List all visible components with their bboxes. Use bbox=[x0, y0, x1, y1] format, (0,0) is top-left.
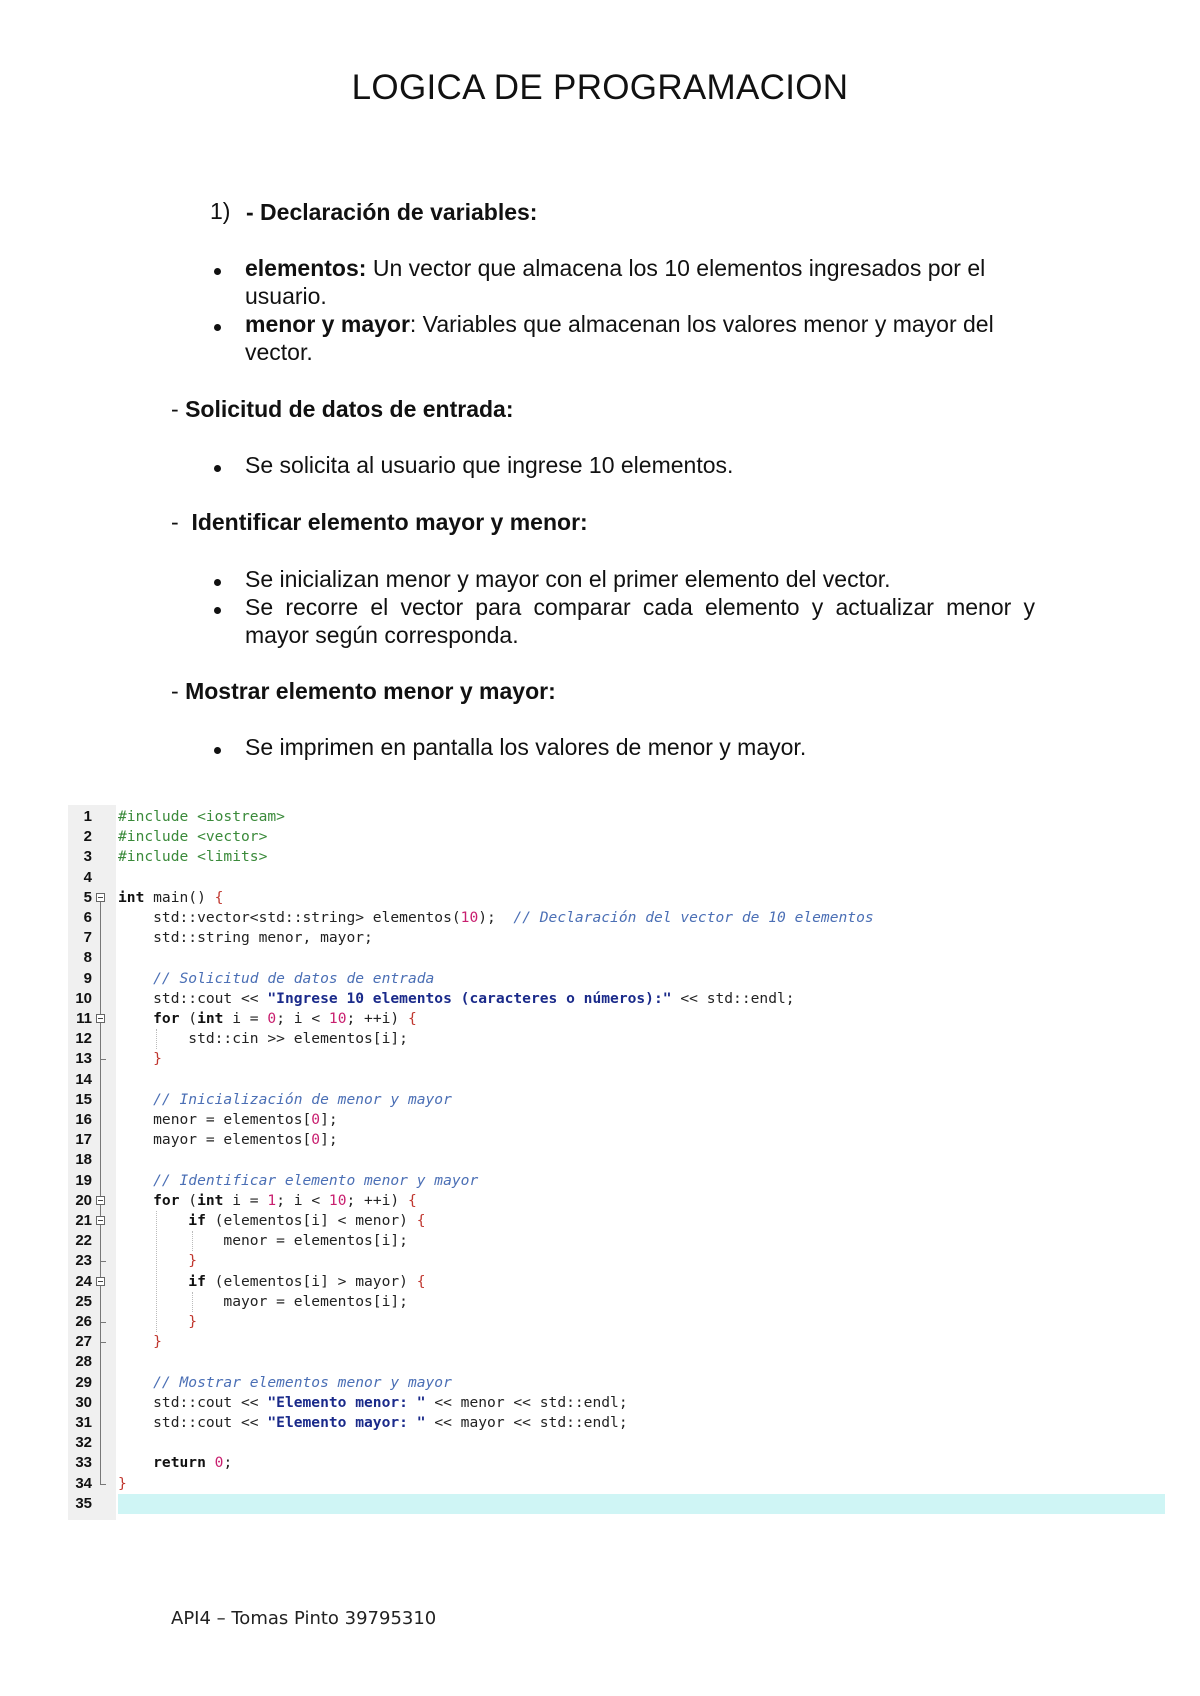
fold-end-tick bbox=[100, 1261, 106, 1262]
line-number: 6 bbox=[83, 909, 92, 926]
code-line bbox=[118, 1312, 197, 1332]
footer: API4 – Tomas Pinto 39795310 bbox=[171, 1608, 437, 1629]
bullet-dot bbox=[214, 747, 221, 754]
section-heading-text: Solicitud de datos de entrada: bbox=[185, 396, 514, 422]
code-token: } bbox=[118, 1474, 127, 1492]
code-line bbox=[118, 1049, 162, 1069]
bullet-description: : Variables que almacenan los valores menor y mayor del vector. bbox=[245, 311, 994, 365]
line-number: 26 bbox=[75, 1313, 92, 1330]
code-token: std::cout << bbox=[118, 989, 268, 1007]
code-line bbox=[118, 827, 267, 847]
line-number: 9 bbox=[83, 969, 92, 987]
line-number: 23 bbox=[75, 1252, 92, 1270]
line-number: 2 bbox=[83, 828, 92, 846]
code-token bbox=[206, 1454, 215, 1471]
code-token: std::string menor, mayor; bbox=[118, 929, 373, 947]
line-number: 29 bbox=[75, 1373, 92, 1391]
code-token: if bbox=[118, 1272, 206, 1290]
line-number-gutter bbox=[68, 805, 116, 1520]
code-line bbox=[118, 1171, 478, 1191]
indent-guide bbox=[192, 1231, 193, 1251]
bullet-recorre: Se recorre el vector para comparar cada elemento y actualizar menor y mayor según corresponda. bbox=[245, 594, 1035, 648]
code-token: << mayor << std::endl; bbox=[425, 1414, 628, 1431]
code-line bbox=[118, 1413, 628, 1433]
line-number: 8 bbox=[83, 949, 92, 967]
code-token: } bbox=[118, 1313, 198, 1330]
code-token: 0 bbox=[214, 1454, 224, 1472]
code-line bbox=[118, 1453, 232, 1473]
line-number: 35 bbox=[75, 1494, 92, 1512]
code-token: mayor = elementos[i]; bbox=[118, 1292, 408, 1310]
line-number: 5 bbox=[83, 888, 92, 906]
fold-line bbox=[100, 902, 101, 1484]
fold-toggle-icon[interactable] bbox=[96, 1196, 105, 1205]
code-token: ]; bbox=[320, 1111, 338, 1128]
code-token: ; bbox=[223, 1454, 233, 1472]
code-token: << std::endl; bbox=[671, 989, 795, 1007]
fold-end-tick bbox=[100, 1059, 106, 1060]
code-line bbox=[118, 1292, 408, 1312]
code-token: std::cout << bbox=[118, 1393, 268, 1411]
fold-toggle-icon[interactable] bbox=[96, 1216, 105, 1225]
bullet-term: elementos: bbox=[245, 255, 367, 281]
code-token: "Elemento mayor: " bbox=[267, 1414, 426, 1431]
code-token: ; ++i) bbox=[346, 1191, 408, 1209]
code-line bbox=[118, 969, 434, 989]
code-token: "Ingrese 10 elementos (caracteres o números):" bbox=[267, 989, 672, 1007]
line-number: 13 bbox=[75, 1050, 92, 1068]
fold-toggle-icon[interactable] bbox=[96, 1277, 105, 1286]
section-1-number: 1) bbox=[210, 198, 231, 224]
code-token: return bbox=[118, 1454, 206, 1472]
bullet-dot bbox=[214, 465, 221, 472]
code-token: ); bbox=[478, 909, 514, 926]
code-line bbox=[118, 888, 223, 908]
line-number: 11 bbox=[76, 1010, 92, 1027]
code-line bbox=[118, 1231, 408, 1251]
section-heading-text: Identificar elemento mayor y menor: bbox=[191, 509, 588, 535]
section-4-heading bbox=[171, 677, 556, 705]
code-token: i = bbox=[223, 1010, 268, 1027]
code-token: ; i < bbox=[276, 1010, 329, 1027]
indent-guide bbox=[156, 1029, 157, 1049]
fold-toggle-icon[interactable] bbox=[96, 893, 105, 902]
code-line bbox=[118, 1211, 426, 1231]
code-line bbox=[118, 1191, 417, 1211]
code-token: 0 bbox=[311, 1131, 321, 1149]
line-number: 31 bbox=[75, 1414, 92, 1431]
section-dash: - bbox=[171, 678, 186, 704]
code-token: 10 bbox=[460, 909, 479, 926]
code-token: #include <iostream> bbox=[118, 808, 285, 825]
code-token: { bbox=[408, 1191, 417, 1209]
line-number: 22 bbox=[75, 1232, 92, 1250]
code-line bbox=[118, 847, 267, 867]
line-number: 7 bbox=[83, 929, 92, 947]
code-line bbox=[118, 1251, 197, 1271]
line-number: 32 bbox=[75, 1434, 92, 1452]
bullet-menor-mayor bbox=[245, 310, 1035, 366]
page-title: LOGICA DE PROGRAMACION bbox=[351, 68, 849, 107]
code-line bbox=[118, 908, 874, 928]
section-2-heading bbox=[171, 395, 514, 423]
code-line bbox=[118, 1009, 417, 1029]
code-token: ( bbox=[179, 1010, 198, 1027]
code-token: { bbox=[416, 1212, 426, 1229]
code-token: } bbox=[118, 1333, 162, 1351]
code-token: ; ++i) bbox=[346, 1010, 408, 1027]
code-token: menor = elementos[i]; bbox=[118, 1232, 408, 1250]
code-token: } bbox=[118, 1252, 198, 1270]
line-number: 24 bbox=[75, 1272, 92, 1290]
line-number: 14 bbox=[75, 1070, 92, 1088]
section-dash: - bbox=[171, 509, 192, 535]
section-3-heading bbox=[171, 508, 588, 536]
code-token: mayor = elementos[ bbox=[118, 1131, 312, 1149]
bullet-dot bbox=[214, 324, 221, 331]
code-token: (elementos[i] < menor) bbox=[205, 1212, 417, 1229]
line-number: 30 bbox=[75, 1393, 92, 1411]
code-line bbox=[118, 1090, 452, 1110]
line-number: 19 bbox=[75, 1171, 92, 1189]
indent-guide bbox=[156, 1211, 157, 1332]
indent-guide bbox=[192, 1292, 193, 1312]
code-line bbox=[118, 1474, 127, 1494]
code-token: int bbox=[197, 1191, 224, 1209]
code-token: if bbox=[118, 1212, 206, 1229]
bullet-description: Un vector que almacena los 10 elementos ingresados por el usuario. bbox=[245, 255, 986, 309]
line-number: 15 bbox=[75, 1090, 92, 1108]
line-number: 28 bbox=[75, 1353, 92, 1371]
code-token: std::vector<std::string> elementos( bbox=[118, 909, 461, 926]
code-token: // Mostrar elementos menor y mayor bbox=[118, 1373, 452, 1391]
code-token: int bbox=[118, 888, 145, 906]
code-token: int bbox=[197, 1010, 224, 1027]
code-line bbox=[118, 1130, 338, 1150]
code-token: { bbox=[416, 1272, 426, 1290]
bullet-dot bbox=[214, 268, 221, 275]
line-number: 34 bbox=[75, 1474, 92, 1492]
code-token: } bbox=[118, 1050, 162, 1068]
code-token: // Inicialización de menor y mayor bbox=[118, 1090, 452, 1108]
fold-toggle-icon[interactable] bbox=[96, 1014, 105, 1023]
line-number: 3 bbox=[83, 848, 92, 866]
code-token: menor = elementos[ bbox=[118, 1111, 312, 1128]
code-token: "Elemento menor: " bbox=[267, 1393, 426, 1411]
code-token: for bbox=[118, 1191, 180, 1209]
fold-line bbox=[100, 1225, 101, 1261]
code-line bbox=[118, 1332, 162, 1352]
code-token: // Identificar elemento menor y mayor bbox=[118, 1171, 479, 1189]
code-token: 10 bbox=[328, 1010, 347, 1027]
code-token: // Solicitud de datos de entrada bbox=[118, 969, 435, 987]
fold-end-tick bbox=[100, 1484, 106, 1485]
section-heading-text: Mostrar elemento menor y mayor: bbox=[185, 678, 556, 704]
code-token: #include <vector> bbox=[118, 828, 268, 846]
code-editor bbox=[68, 805, 1165, 1520]
code-token: { bbox=[408, 1010, 417, 1027]
line-number: 16 bbox=[75, 1111, 92, 1128]
line-number: 33 bbox=[75, 1454, 92, 1472]
code-token: for bbox=[118, 1010, 180, 1027]
code-token: << menor << std::endl; bbox=[425, 1393, 628, 1411]
bullet-imprimen: Se imprimen en pantalla los valores de menor y mayor. bbox=[245, 734, 807, 760]
code-token: { bbox=[214, 888, 224, 906]
code-token: (elementos[i] > mayor) bbox=[205, 1272, 417, 1290]
code-token: 0 bbox=[267, 1010, 277, 1027]
line-number: 21 bbox=[75, 1212, 92, 1229]
code-token: #include <limits> bbox=[118, 848, 268, 866]
bullet-solicitud: Se solicita al usuario que ingrese 10 elementos. bbox=[245, 452, 734, 478]
code-line bbox=[118, 1272, 426, 1292]
section-dash: - bbox=[171, 396, 186, 422]
fold-line bbox=[100, 1286, 101, 1322]
line-number: 25 bbox=[75, 1292, 92, 1310]
code-line bbox=[118, 1373, 452, 1393]
line-number: 1 bbox=[83, 808, 92, 825]
line-number: 27 bbox=[75, 1333, 92, 1351]
code-token: std::cin >> elementos[i]; bbox=[118, 1030, 408, 1048]
code-token: ]; bbox=[320, 1131, 338, 1149]
code-token: ( bbox=[179, 1191, 198, 1209]
code-token: ; i < bbox=[276, 1191, 329, 1209]
code-token: i = bbox=[223, 1191, 268, 1209]
code-line bbox=[118, 989, 795, 1009]
line-number: 18 bbox=[75, 1151, 92, 1169]
line-number: 17 bbox=[75, 1131, 92, 1149]
code-line bbox=[118, 1393, 628, 1413]
code-line bbox=[118, 928, 373, 948]
line-number: 4 bbox=[83, 868, 92, 886]
line-number: 12 bbox=[75, 1030, 92, 1048]
code-token: std::cout << bbox=[118, 1414, 268, 1431]
current-line-highlight bbox=[118, 1494, 1165, 1514]
code-token: // Declaración del vector de 10 elementos bbox=[513, 909, 874, 926]
code-line bbox=[118, 1110, 338, 1130]
fold-end-tick bbox=[100, 1322, 106, 1323]
bullet-inicializan: Se inicializan menor y mayor con el primer elemento del vector. bbox=[245, 566, 891, 592]
bullet-term: menor y mayor bbox=[245, 311, 410, 337]
bullet-dot bbox=[214, 607, 221, 614]
line-number: 10 bbox=[75, 989, 92, 1007]
code-token: 1 bbox=[267, 1191, 277, 1209]
bullet-dot bbox=[214, 579, 221, 586]
code-line bbox=[118, 807, 285, 827]
fold-end-tick bbox=[100, 1342, 106, 1343]
fold-line bbox=[100, 1023, 101, 1059]
code-token: 10 bbox=[328, 1191, 347, 1209]
bullet-elementos bbox=[245, 254, 1035, 310]
line-number: 20 bbox=[75, 1191, 92, 1209]
code-line bbox=[118, 1029, 408, 1049]
code-token: main() bbox=[144, 888, 215, 906]
code-token: 0 bbox=[311, 1111, 321, 1128]
section-1-heading: - Declaración de variables: bbox=[246, 199, 538, 225]
